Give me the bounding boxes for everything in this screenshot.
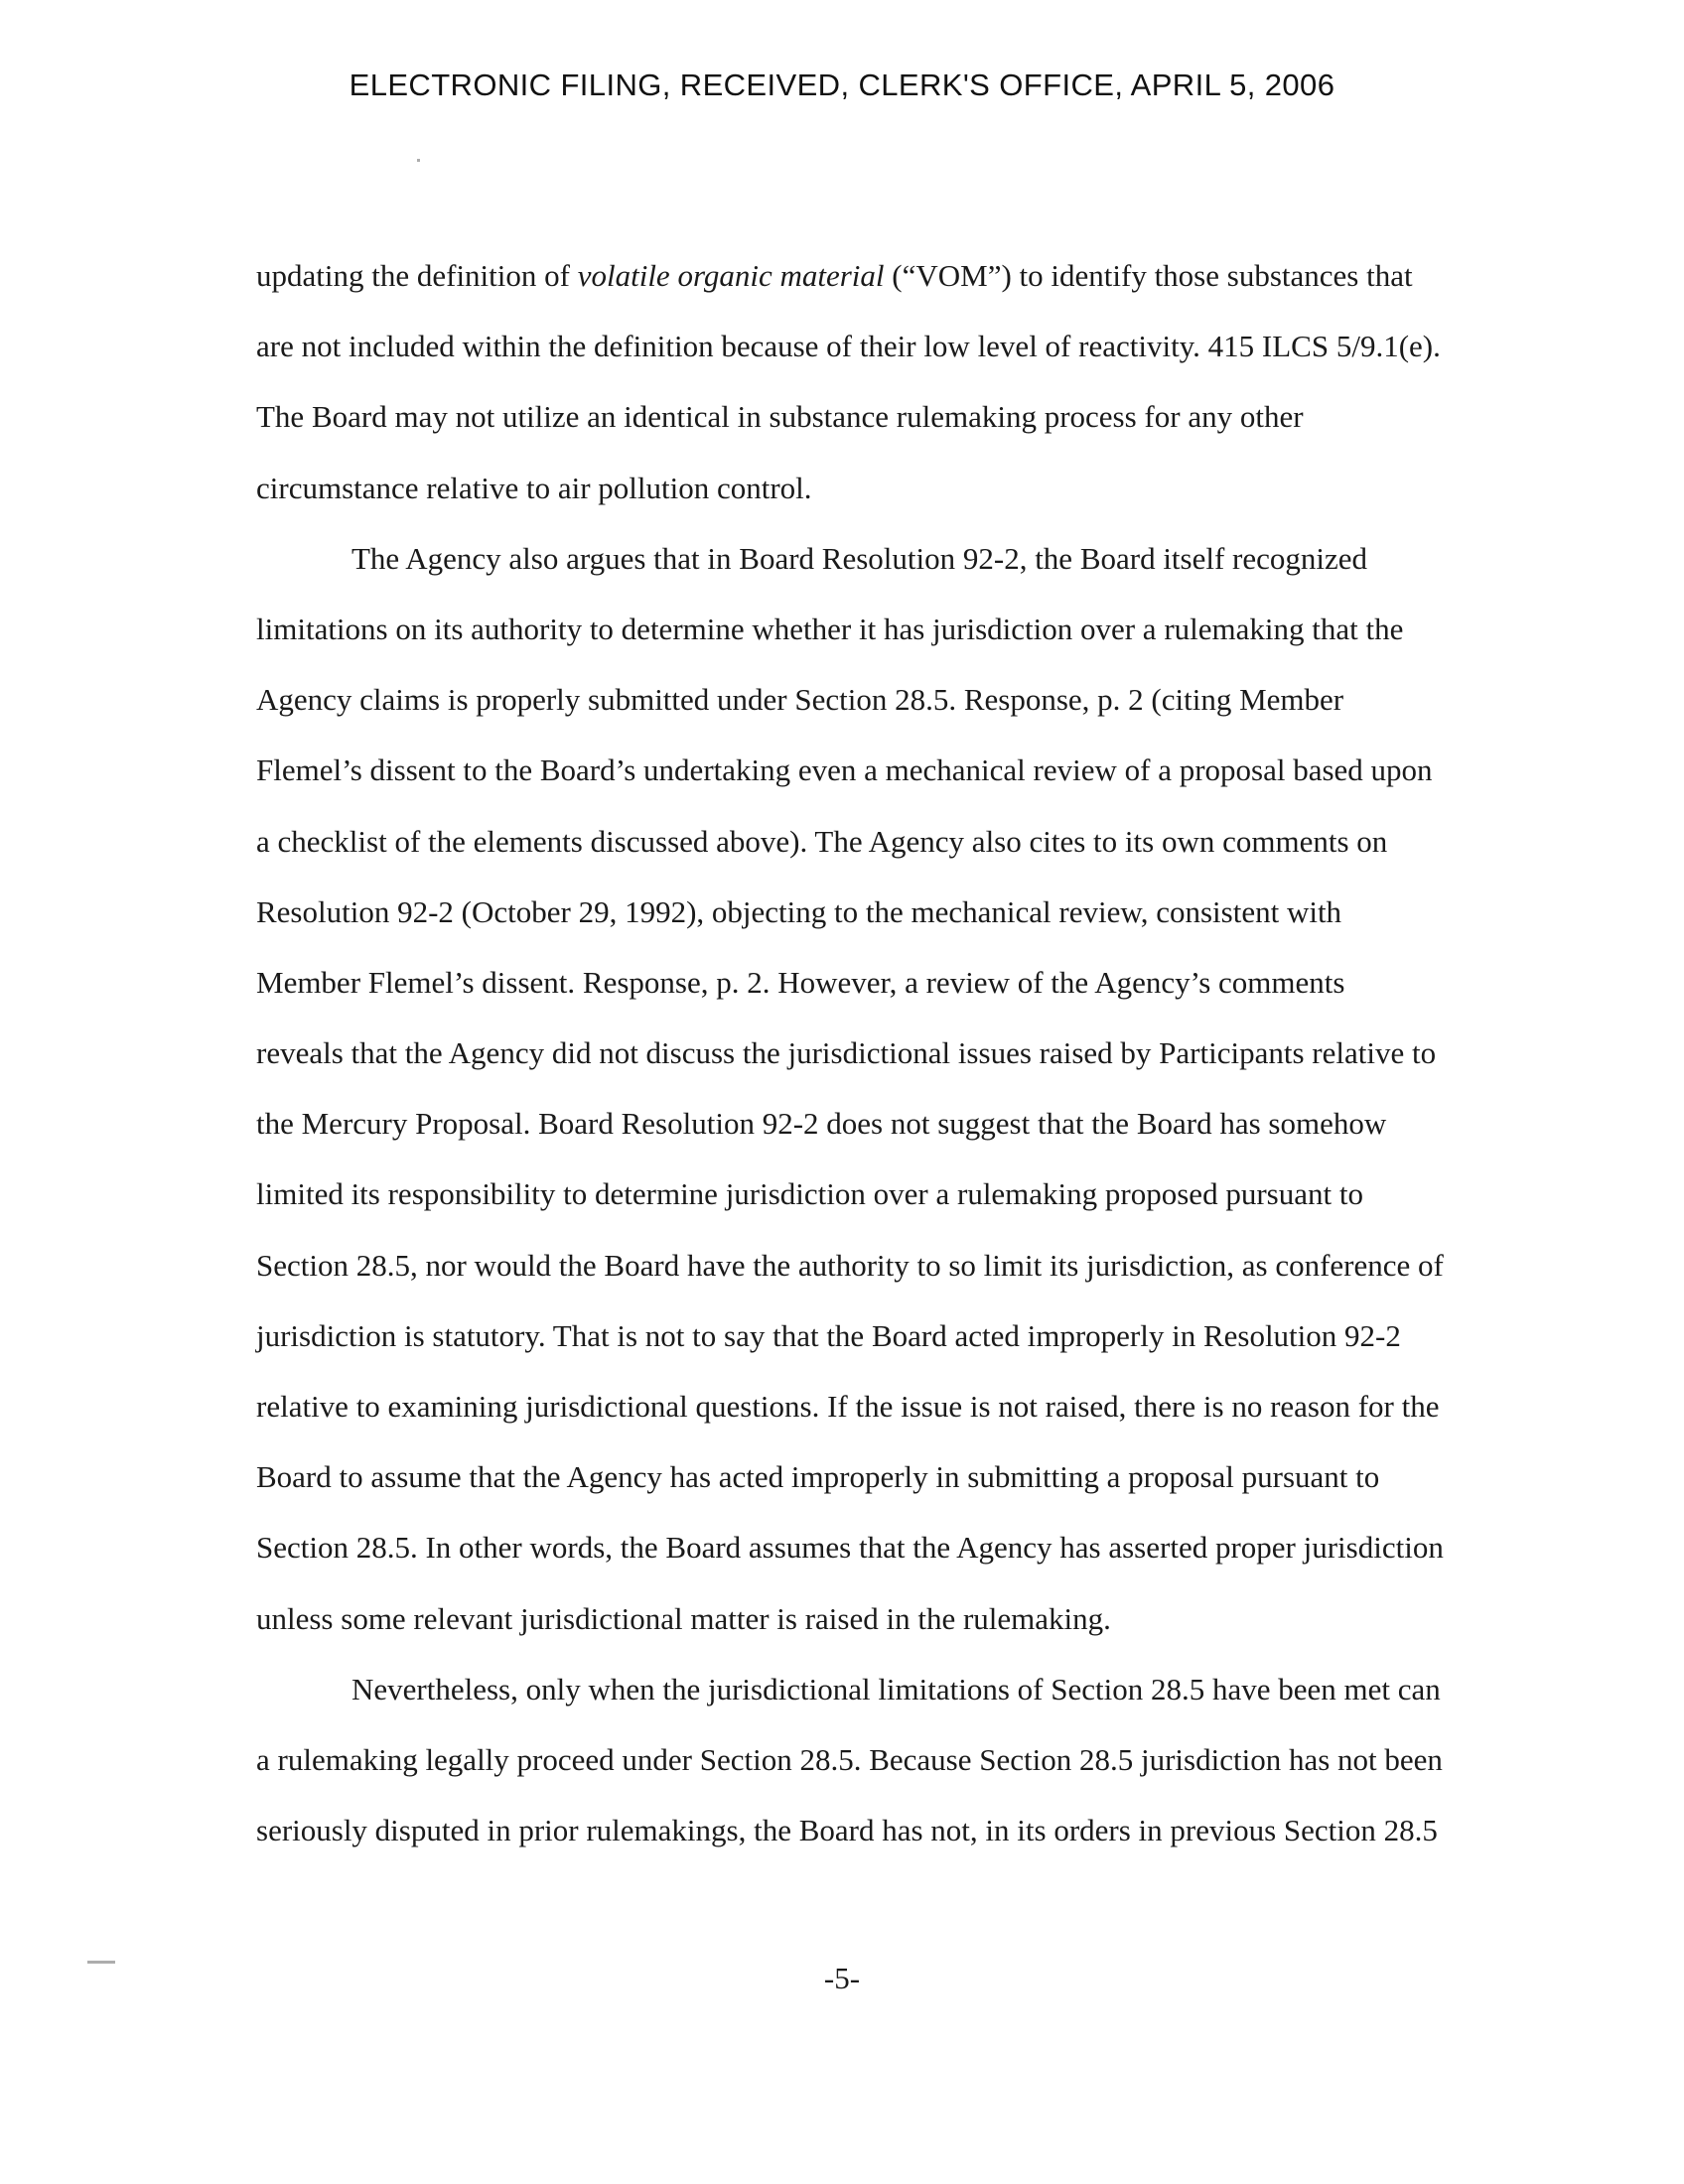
body-line: seriously disputed in prior rulemakings, the Board has not, in its orders in previous Section 28.5 [256,1813,1438,1848]
paragraph-first-line: Nevertheless, only when the jurisdictional limitations of Section 28.5 have been met can [351,1671,1441,1706]
body-line: Resolution 92-2 (October 29, 1992), objecting to the mechanical review, consistent with [256,893,1342,929]
body-line: Section 28.5, nor would the Board have the authority to so limit its jurisdiction, as conference of [256,1247,1444,1283]
body-line: are not included within the definition because of their low level of reactivity. 415 ILCS 5/9.1(e). [256,329,1441,364]
body-line: Flemel’s dissent to the Board’s undertaking even a mechanical review of a proposal based upon [256,752,1433,788]
body-line: circumstance relative to air pollution control. [256,470,812,505]
body-line: limited its responsibility to determine jurisdiction over a rulemaking proposed pursuant to [256,1176,1363,1212]
body-line: Board to assume that the Agency has acted improperly in submitting a proposal pursuant to [256,1459,1380,1495]
body-line: The Board may not utilize an identical in substance rulemaking process for any other [256,399,1304,435]
body-text: updating the definition of [256,258,578,293]
paragraph-first-line: The Agency also argues that in Board Resolution 92-2, the Board itself recognized [351,540,1368,576]
body-line: jurisdiction is statutory. That is not to say that the Board acted improperly in Resolution 92-2 [256,1317,1401,1353]
body-line: relative to examining jurisdictional questions. If the issue is not raised, there is no reason for the [256,1389,1440,1424]
body-line [256,240,1470,311]
italic-term: volatile organic material [577,258,885,293]
body-text: (“VOM”) to identify those substances that [884,258,1413,293]
body-line: limitations on its authority to determine whether it has jurisdiction over a rulemaking that the [256,611,1404,646]
body-line: a rulemaking legally proceed under Section 28.5. Because Section 28.5 jurisdiction has not been [256,1741,1443,1777]
document-body [256,240,1470,1865]
body-line: unless some relevant jurisdictional matter is raised in the rulemaking. [256,1600,1111,1636]
body-line: reveals that the Agency did not discuss the jurisdictional issues raised by Participants relative to [256,1035,1437,1071]
scan-speck [87,1961,115,1964]
body-line: a checklist of the elements discussed above). The Agency also cites to its own comments on [256,823,1388,859]
scan-speck [417,159,420,162]
body-line: Member Flemel’s dissent. Response, p. 2. However, a review of the Agency’s comments [256,964,1345,1000]
body-line: Agency claims is properly submitted under Section 28.5. Response, p. 2 (citing Member [256,682,1344,718]
body-line: the Mercury Proposal. Board Resolution 92-2 does not suggest that the Board has somehow [256,1106,1387,1142]
body-line: Section 28.5. In other words, the Board assumes that the Agency has asserted proper jurisdiction [256,1530,1444,1566]
filing-stamp-header: ELECTRONIC FILING, RECEIVED, CLERK'S OFFICE, APRIL 5, 2006 [349,68,1335,102]
page-number: -5- [823,1961,861,1995]
